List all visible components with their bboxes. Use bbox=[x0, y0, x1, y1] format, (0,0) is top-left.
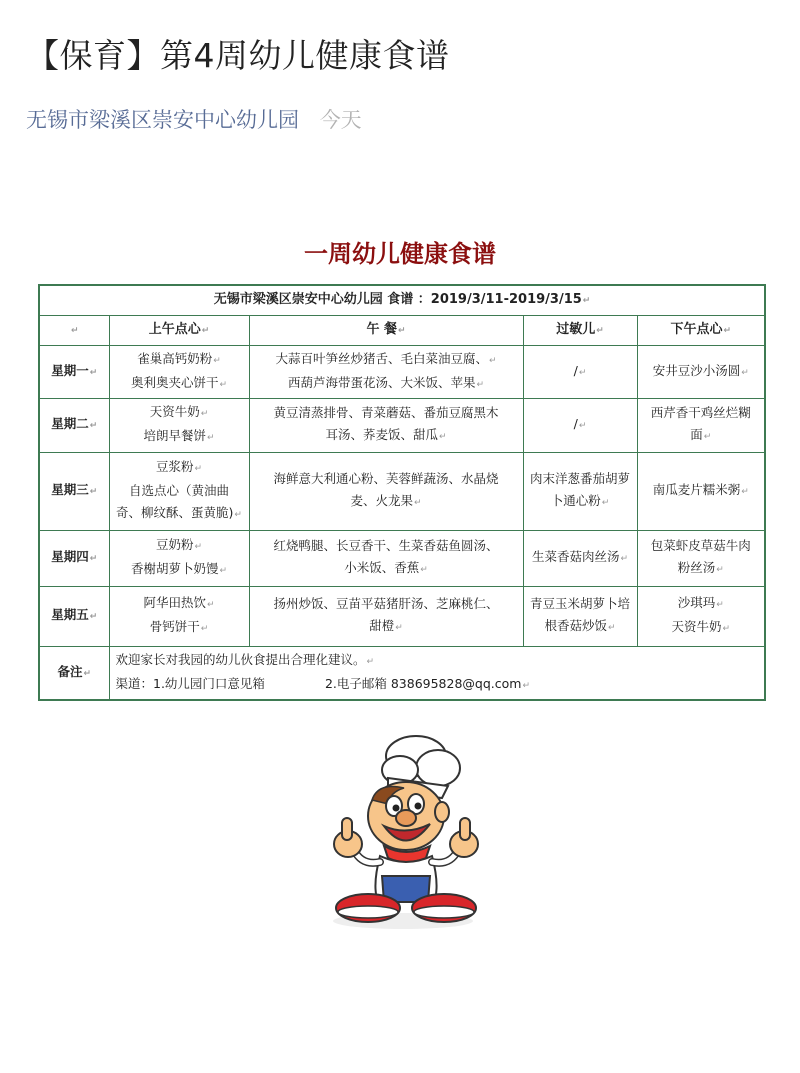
allergy-cell: /↵ bbox=[523, 345, 637, 398]
morning-snack-cell: 天资牛奶↵ 培朗早餐饼↵ bbox=[109, 398, 249, 452]
notes-row bbox=[39, 646, 765, 700]
table-row bbox=[39, 586, 765, 646]
column-header-blank: ↵ bbox=[39, 315, 109, 345]
afternoon-snack-cell: 包菜虾皮草菇牛肉 粉丝汤↵ bbox=[637, 530, 765, 586]
feedback-email: 2.电子邮箱 838695828@qq.com bbox=[324, 675, 522, 691]
table-row bbox=[39, 530, 765, 586]
chef-thumbs-up-icon bbox=[292, 716, 514, 938]
table-row bbox=[39, 452, 765, 530]
morning-snack-cell: 豆奶粉↵ 香榭胡萝卜奶馒↵ bbox=[109, 530, 249, 586]
account-name-link[interactable]: 无锡市梁溪区崇安中心幼儿园 bbox=[26, 108, 299, 132]
day-cell: 星期三↵ bbox=[39, 452, 109, 530]
notes-cell: 欢迎家长对我园的幼儿伙食提出合理化建议。↵ 渠道：1.幼儿园门口意见箱 2.电子邮箱 838695828@qq.com↵ bbox=[109, 646, 765, 700]
menu-table bbox=[38, 284, 766, 701]
day-cell: 星期五↵ bbox=[39, 586, 109, 646]
day-cell: 星期一↵ bbox=[39, 345, 109, 398]
morning-snack-cell: 雀巢高钙奶粉↵ 奥利奥夹心饼干↵ bbox=[109, 345, 249, 398]
column-header-afternoon: 下午点心↵ bbox=[637, 315, 765, 345]
afternoon-snack-cell: 南瓜麦片糯米粥↵ bbox=[637, 452, 765, 530]
lunch-cell: 大蒜百叶笋丝炒猪舌、毛白菜油豆腐、↵ 西葫芦海带蛋花汤、大米饭、苹果↵ bbox=[249, 345, 523, 398]
notes-label: 备注↵ bbox=[39, 646, 109, 700]
lunch-cell: 黄豆清蒸排骨、青菜蘑菇、番茄豆腐黑木 耳汤、荞麦饭、甜瓜↵ bbox=[249, 398, 523, 452]
afternoon-snack-cell: 安井豆沙小汤圆↵ bbox=[637, 345, 765, 398]
lunch-cell: 扬州炒饭、豆苗平菇猪肝汤、芝麻桃仁、 甜橙↵ bbox=[249, 586, 523, 646]
allergy-cell: 青豆玉米胡萝卜培根香菇炒饭↵ bbox=[523, 586, 637, 646]
morning-snack-cell: 阿华田热饮↵ 骨钙饼干↵ bbox=[109, 586, 249, 646]
afternoon-snack-cell: 西芹香干鸡丝烂糊 面↵ bbox=[637, 398, 765, 452]
morning-snack-cell: 豆浆粉↵ 自选点心（黄油曲 奇、柳纹酥、蛋黄脆)↵ bbox=[109, 452, 249, 530]
article-title: 【保育】第4周幼儿健康食谱 bbox=[26, 36, 450, 75]
column-header-lunch: 午 餐↵ bbox=[249, 315, 523, 345]
column-header-allergy: 过敏儿↵ bbox=[523, 315, 637, 345]
column-header-morning: 上午点心↵ bbox=[109, 315, 249, 345]
table-row bbox=[39, 398, 765, 452]
menu-caption: 无锡市梁溪区崇安中心幼儿园 食谱 ：2019/3/11-2019/3/15↵ bbox=[39, 285, 765, 315]
allergy-cell: /↵ bbox=[523, 398, 637, 452]
menu-heading: 一周幼儿健康食谱 bbox=[304, 240, 496, 268]
day-cell: 星期四↵ bbox=[39, 530, 109, 586]
day-cell: 星期二↵ bbox=[39, 398, 109, 452]
publish-date: 今天 bbox=[319, 108, 362, 132]
lunch-cell: 红烧鸭腿、长豆香干、生菜香菇鱼圆汤、 小米饭、香蕉↵ bbox=[249, 530, 523, 586]
lunch-cell: 海鲜意大利通心粉、芙蓉鲜蔬汤、水晶烧 麦、火龙果↵ bbox=[249, 452, 523, 530]
afternoon-snack-cell: 沙琪玛↵ 天资牛奶↵ bbox=[637, 586, 765, 646]
allergy-cell: 肉末洋葱番茄胡萝卜通心粉↵ bbox=[523, 452, 637, 530]
article-meta bbox=[26, 104, 362, 134]
table-row bbox=[39, 345, 765, 398]
allergy-cell: 生菜香菇肉丝汤↵ bbox=[523, 530, 637, 586]
